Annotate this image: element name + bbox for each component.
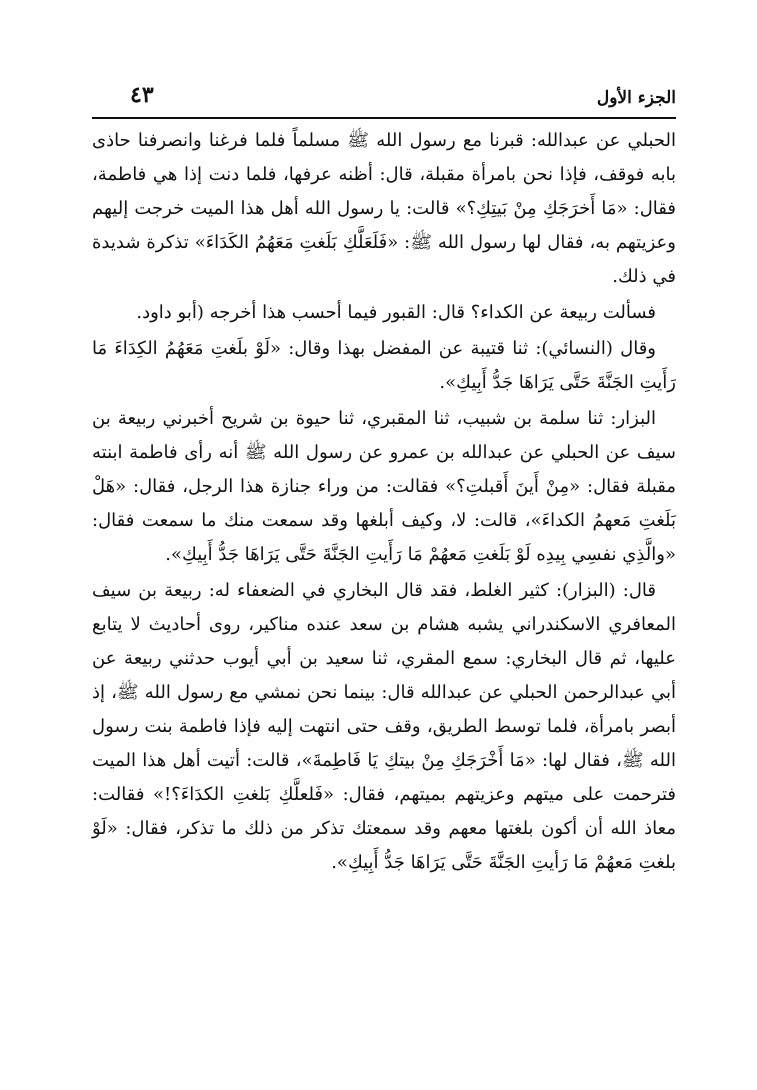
page-body xyxy=(92,124,676,882)
page-header xyxy=(92,80,676,118)
page-number: ٤٣ xyxy=(130,82,154,108)
paragraph: البزار: ثنا سلمة بن شبيب، ثنا المقبري، ثنا حيوة بن شريح أخبرني ربيعة بن سيف عن الحبلي عن عبدالله بن عمرو عن رسول الله ﷺ أنه رأى فاطمة ابنته مقبلة فقال: «مِنْ أَينَ أَقبلتِ؟» فقالت: من وراء جنازة هذا الرجل، فقال: «هَلْ بَلَغتِ مَعهمُ الكداءَ»، قالت: لا، وكيف أبلغها وقد سمعت منك ما سمعت فقال: «والَّذِي نفسِي بِيدِه لَوْ بَلَغتِ مَعهُمْ مَا رَأَيتِ الجَنَّةَ حَتَّى يَرَاهَا جَدُّ أَبِيكِ». xyxy=(92,408,676,565)
running-title: الجزء الأول xyxy=(596,88,676,108)
header-rule xyxy=(92,117,676,119)
paragraph: الحبلي عن عبدالله: قبرنا مع رسول الله ﷺ مسلماً فلما فرغنا وانصرفنا حاذى بابه فوقف، فإذا نحن بامرأة مقبلة، قال: أظنه عرفها، فلما دنت إذا هي فاطمة، فقال: «مَا أَخرَجَكِ مِنْ بَيتِكِ؟» قالت: يا رسول الله أهل هذا الميت خرجت إليهم وعزيتهم به، فقال لها رسول الله ﷺ: «فَلَعَلَّكِ بَلَغتِ مَعَهُمُ الكَدَاءَ» تذكرة شديدة في ذلك. xyxy=(92,130,676,287)
paragraph: قال: (البزار): كثير الغلط، فقد قال البخاري في الضعفاء له: ربيعة بن سيف المعافري الاسكندراني يشبه هشام بن سعد عنده مناكير، روى أحاديث لا يتابع عليها، ثم قال البخاري: سمع المقري، ثنا سعيد بن أبي أيوب حدثني ربيعة عن أبي عبدالرحمن الحبلي عن عبدالله قال: بينما نحن نمشي مع رسول الله ﷺ، إذ أبصر بامرأة، فلما توسط الطريق، وقف حتى انتهت إليه فإذا فاطمة بنت رسول الله ﷺ، فقال لها: «مَا أَخْرَجَكِ مِنْ بيتكِ يَا فَاطِمةَ»، قالت: أتيت أهل هذا الميت فترحمت على ميتهم وعزيتهم بميتهم، فقال: «فَلعلَّكِ بَلغتِ الكدَاءَ؟!» فقالت: معاذ الله أن أكون بلغتها معهم وقد سمعتك تذكر من ذلك ما تذكر، فقال: «لَوْ بلغتِ مَعهُمْ مَا رَأيتِ الجَنَّةَ حَتَّى يَرَاهَا جَدُّ أَبِيكِ». xyxy=(92,580,676,873)
paragraph: وقال (النسائي): ثنا قتيبة عن المفضل بهذا وقال: «لَوْ بلَغتِ مَعَهُمُ الكِدَاءَ مَا رَأَيتِ الجَنَّةَ حَتَّى يَرَاهَا جَدُّ أَبِيكِ». xyxy=(92,338,676,393)
paragraph: فسألت ربيعة عن الكداء؟ قال: القبور فيما أحسب هذا أخرجه (أبو داود. xyxy=(136,302,656,323)
